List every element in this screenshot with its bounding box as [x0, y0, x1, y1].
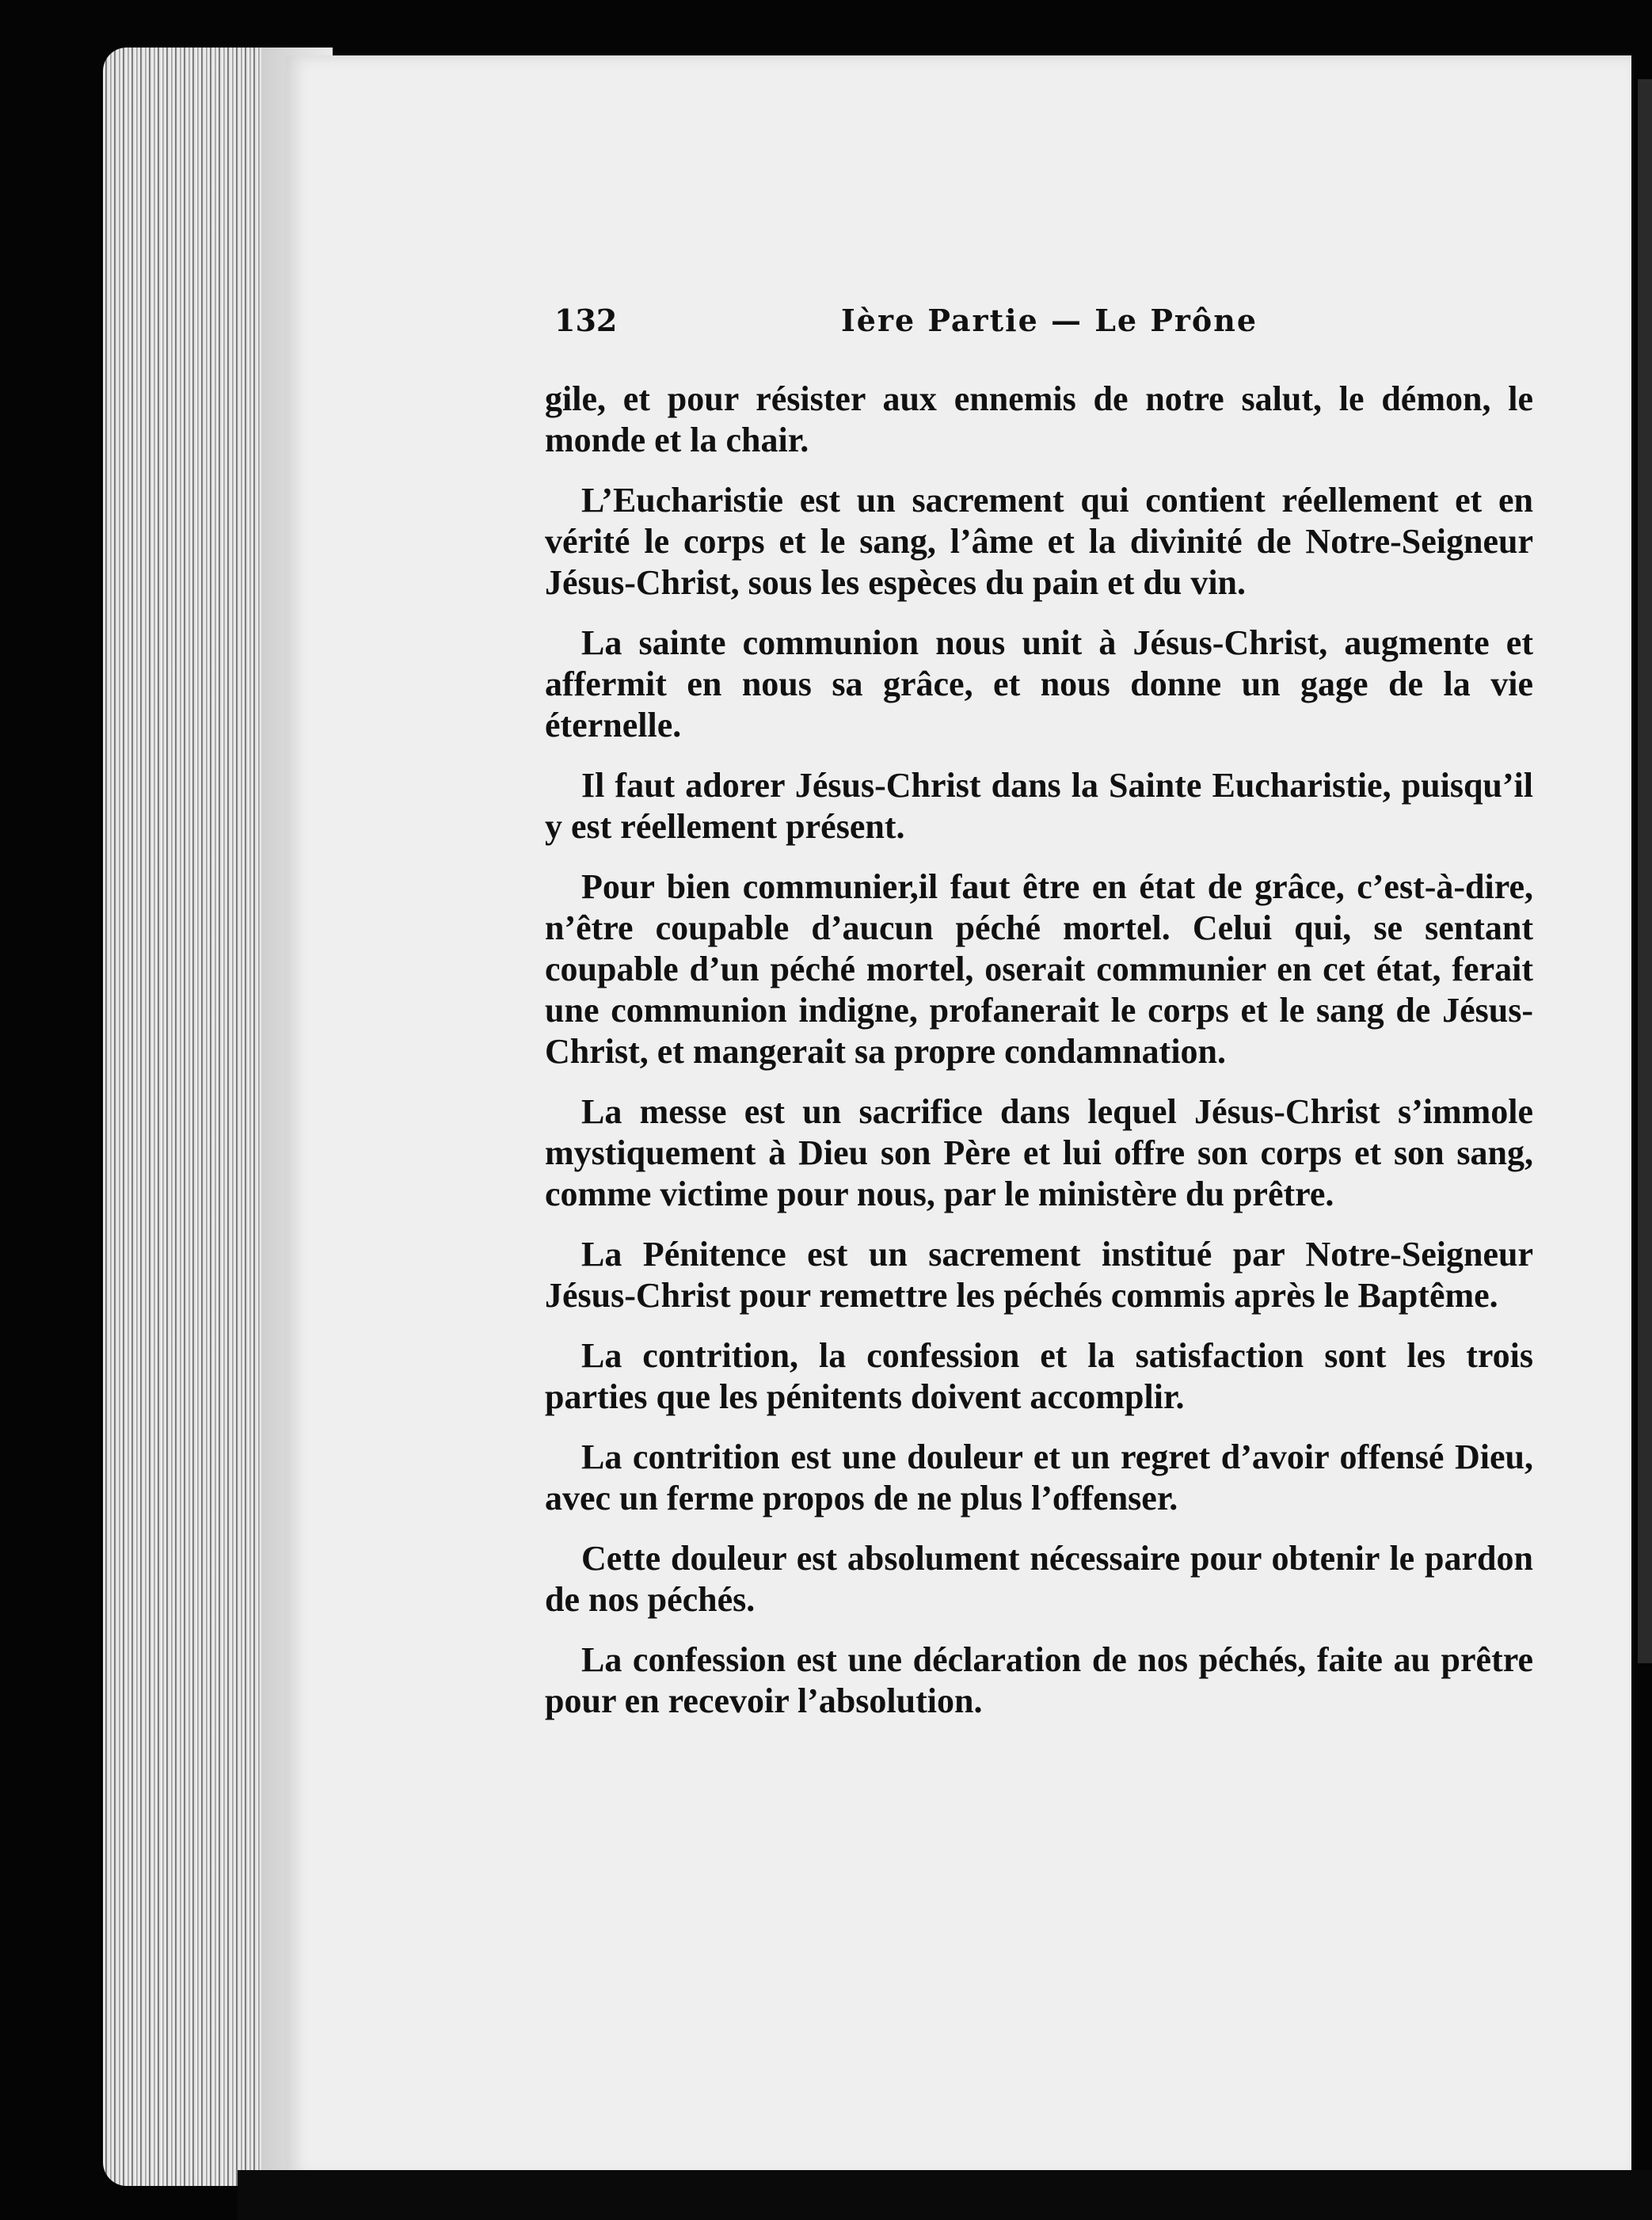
running-head: Ière Partie — Le Prône — [841, 303, 1258, 338]
paragraph: La confession est une déclaration de nos péchés, faite au prêtre pour en recevoir l’absolution. — [545, 1640, 1533, 1720]
paragraph: Pour bien communier,il faut être en état de grâce, c’est-à-dire, n’être coupable d’aucun péché mortel. Celui qui, se sentant coupable d’un péché mortel, oserait communier en cet état, ferait une communion indigne, profanerait le corps et le sang de Jésus-Christ, et mangerait sa propre condamnation. — [545, 867, 1533, 1071]
page-number: 132 — [554, 303, 618, 338]
scan-bottom-border — [238, 2170, 1652, 2220]
paragraph: La Pénitence est un sacrement institué par Notre-Seigneur Jésus-Christ pour remettre les péchés commis après le Baptême. — [545, 1235, 1533, 1315]
scan-edge — [1638, 79, 1652, 1663]
body-text — [545, 379, 1533, 1741]
paragraph: La messe est un sacrifice dans lequel Jésus-Christ s’immole mystiquement à Dieu son Père et lui offre son corps et son sang, comme victime pour nous, par le ministère du prêtre. — [545, 1092, 1533, 1213]
paragraph: Il faut adorer Jésus-Christ dans la Sainte Eucharistie, puisqu’il y est réellement présent. — [545, 766, 1533, 846]
paragraph: L’Eucharistie est un sacrement qui contient réellement et en vérité le corps et le sang, l’âme et la divinité de Notre-Seigneur Jésus-Christ, sous les espèces du pain et du vin. — [545, 481, 1533, 602]
paragraph: La contrition est une douleur et un regret d’avoir offensé Dieu, avec un ferme propos de ne plus l’offenser. — [545, 1437, 1533, 1517]
paragraph: La contrition, la confession et la satisfaction sont les trois parties que les pénitents doivent accomplir. — [545, 1336, 1533, 1416]
page-header — [554, 303, 1584, 342]
paragraph: Cette douleur est absolument nécessaire pour obtenir le pardon de nos péchés. — [545, 1539, 1533, 1619]
paragraph: gile, et pour résister aux ennemis de notre salut, le démon, le monde et la chair. — [545, 379, 1533, 459]
paragraph: La sainte communion nous unit à Jésus-Christ, augmente et affermit en nous sa grâce, et nous donne un gage de la vie éternelle. — [545, 623, 1533, 744]
